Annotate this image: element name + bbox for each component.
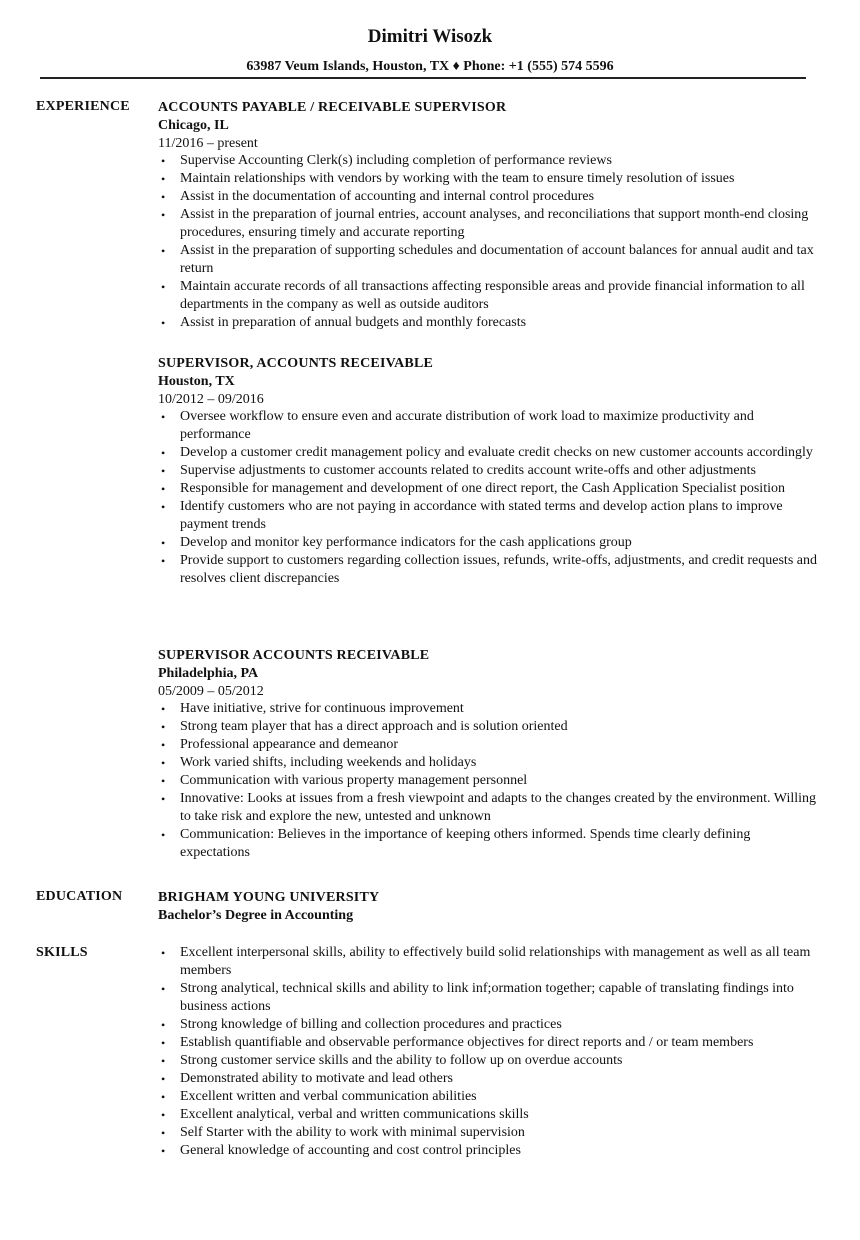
list-item-text: Communication: Believes in the importance of keeping others informed. Spends time clearly defining expectations — [180, 827, 751, 860]
list-item-text: Assist in preparation of annual budgets and monthly forecasts — [180, 315, 527, 330]
list-item — [158, 980, 818, 1016]
list-item-text: Provide support to customers regarding collection issues, refunds, write-offs, adjustments, and credit requests and resolves client discrepancies — [180, 553, 817, 586]
bullet-icon: • — [161, 190, 166, 204]
job-bullet-list — [158, 408, 818, 588]
list-item — [158, 700, 818, 718]
list-item-text: Maintain relationships with vendors by working with the team to ensure timely resolution of issues — [180, 171, 735, 186]
section-label-education: EDUCATION — [36, 889, 123, 904]
job-entry — [158, 647, 818, 862]
bullet-icon: • — [161, 464, 166, 478]
list-item-text: Maintain accurate records of all transactions affecting responsible areas and provide financial information to all departments in the company as well as outside auditors — [180, 279, 805, 312]
bullet-icon: • — [161, 208, 166, 222]
job-entry — [158, 355, 818, 588]
list-item-text: Supervise Accounting Clerk(s) including completion of performance reviews — [180, 153, 612, 168]
bullet-icon: • — [161, 702, 166, 716]
list-item-text: Identify customers who are not paying in accordance with stated terms and develop action plans to improve payment trends — [180, 499, 783, 532]
bullet-icon: • — [161, 1072, 166, 1086]
list-item — [158, 1016, 818, 1034]
job-title: SUPERVISOR, ACCOUNTS RECEIVABLE — [158, 356, 434, 371]
job-dates: 05/2009 – 05/2012 — [158, 684, 264, 699]
candidate-name: Dimitri Wisozk — [367, 26, 493, 47]
bullet-icon: • — [161, 1090, 166, 1104]
list-item — [158, 1034, 818, 1052]
list-item — [158, 462, 818, 480]
bullet-icon: • — [161, 982, 166, 996]
list-item-text: Oversee workflow to ensure even and accurate distribution of work load to maximize productivity and performance — [180, 409, 754, 442]
bullet-icon: • — [161, 792, 166, 806]
list-item-text: Excellent analytical, verbal and written communications skills — [180, 1107, 529, 1122]
bullet-icon: • — [161, 154, 166, 168]
list-item-text: Have initiative, strive for continuous improvement — [180, 701, 464, 716]
education-entry — [158, 889, 818, 925]
list-item-text: Self Starter with the ability to work with minimal supervision — [180, 1125, 525, 1140]
job-title: ACCOUNTS PAYABLE / RECEIVABLE SUPERVISOR — [158, 100, 507, 115]
job-location: Houston, TX — [158, 374, 235, 389]
list-item-text: Strong team player that has a direct approach and is solution oriented — [180, 719, 568, 734]
list-item — [158, 1142, 818, 1160]
bullet-icon: • — [161, 316, 166, 330]
job-bullet-list — [158, 152, 818, 332]
list-item-text: Professional appearance and demeanor — [180, 737, 399, 752]
list-item-text: Assist in the documentation of accounting and internal control procedures — [180, 189, 595, 204]
job-location: Chicago, IL — [158, 118, 229, 133]
list-item — [158, 206, 818, 242]
list-item-text: Strong analytical, technical skills and ability to link inf;ormation together; capable of translating findings into business actions — [180, 981, 794, 1014]
list-item-text: Assist in the preparation of supporting schedules and documentation of account balances for annual audit and tax return — [180, 243, 814, 276]
bullet-icon: • — [161, 946, 166, 960]
list-item-text: Strong customer service skills and the ability to follow up on overdue accounts — [180, 1053, 623, 1068]
job-location: Philadelphia, PA — [158, 666, 259, 681]
list-item — [158, 552, 818, 588]
bullet-icon: • — [161, 410, 166, 424]
list-item-text: General knowledge of accounting and cost control principles — [180, 1143, 521, 1158]
school-name: BRIGHAM YOUNG UNIVERSITY — [158, 890, 380, 905]
list-item-text: Assist in the preparation of journal entries, account analyses, and reconciliations that support month-end closing procedures, ensuring timely and accurate reporting — [180, 207, 809, 240]
bullet-icon: • — [161, 244, 166, 258]
bullet-icon: • — [161, 1054, 166, 1068]
bullet-icon: • — [161, 1018, 166, 1032]
list-item — [158, 772, 818, 790]
list-item — [158, 790, 818, 826]
section-label-experience: EXPERIENCE — [36, 99, 130, 114]
list-item — [158, 534, 818, 552]
list-item-text: Responsible for management and development of one direct report, the Cash Application Specialist position — [180, 481, 785, 496]
list-item — [158, 1088, 818, 1106]
list-item-text: Strong knowledge of billing and collection procedures and practices — [180, 1017, 562, 1032]
list-item — [158, 1124, 818, 1142]
list-item — [158, 1052, 818, 1070]
bullet-icon: • — [161, 756, 166, 770]
list-item — [158, 314, 818, 332]
list-item-text: Establish quantifiable and observable performance objectives for direct reports and / or team members — [180, 1035, 754, 1050]
list-item — [158, 188, 818, 206]
bullet-icon: • — [161, 1126, 166, 1140]
list-item-text: Demonstrated ability to motivate and lead others — [180, 1071, 453, 1086]
bullet-icon: • — [161, 280, 166, 294]
list-item — [158, 826, 818, 862]
bullet-icon: • — [161, 1036, 166, 1050]
list-item — [158, 170, 818, 188]
list-item — [158, 408, 818, 444]
bullet-icon: • — [161, 1108, 166, 1122]
list-item — [158, 1106, 818, 1124]
list-item — [158, 278, 818, 314]
degree: Bachelor’s Degree in Accounting — [158, 908, 354, 923]
list-item — [158, 736, 818, 754]
list-item — [158, 480, 818, 498]
bullet-icon: • — [161, 828, 166, 842]
bullet-icon: • — [161, 482, 166, 496]
list-item — [158, 1070, 818, 1088]
skills-bullet-list — [158, 944, 818, 1160]
list-item — [158, 444, 818, 462]
bullet-icon: • — [161, 738, 166, 752]
header-divider — [40, 77, 806, 79]
list-item — [158, 718, 818, 736]
job-entry — [158, 99, 818, 332]
list-item — [158, 754, 818, 772]
list-item — [158, 944, 818, 980]
bullet-icon: • — [161, 446, 166, 460]
bullet-icon: • — [161, 554, 166, 568]
list-item-text: Innovative: Looks at issues from a fresh viewpoint and adapts to the changes created by the environment. Willing to take risk and explore the new, untested and unknown — [180, 791, 817, 824]
list-item-text: Excellent interpersonal skills, ability to effectively build solid relationships with management as well as all team members — [180, 945, 811, 978]
job-dates: 10/2012 – 09/2016 — [158, 392, 264, 407]
list-item — [158, 152, 818, 170]
skills-entry — [158, 944, 818, 1160]
bullet-icon: • — [161, 500, 166, 514]
list-item — [158, 242, 818, 278]
job-title: SUPERVISOR ACCOUNTS RECEIVABLE — [158, 648, 430, 663]
bullet-icon: • — [161, 172, 166, 186]
bullet-icon: • — [161, 536, 166, 550]
bullet-icon: • — [161, 774, 166, 788]
list-item-text: Supervise adjustments to customer accounts related to credits account write-offs and other adjustments — [180, 463, 756, 478]
bullet-icon: • — [161, 720, 166, 734]
bullet-icon: • — [161, 1144, 166, 1158]
job-bullet-list — [158, 700, 818, 862]
contact-line: 63987 Veum Islands, Houston, TX ♦ Phone: +1 (555) 574 5596 — [246, 59, 614, 74]
list-item-text: Work varied shifts, including weekends and holidays — [180, 755, 477, 770]
list-item-text: Communication with various property management personnel — [180, 773, 528, 788]
list-item-text: Develop and monitor key performance indicators for the cash applications group — [180, 535, 632, 550]
list-item — [158, 498, 818, 534]
job-dates: 11/2016 – present — [158, 136, 258, 151]
section-label-skills: SKILLS — [36, 945, 88, 960]
list-item-text: Excellent written and verbal communication abilities — [180, 1089, 477, 1104]
list-item-text: Develop a customer credit management policy and evaluate credit checks on new customer accounts accordingly — [180, 445, 813, 460]
